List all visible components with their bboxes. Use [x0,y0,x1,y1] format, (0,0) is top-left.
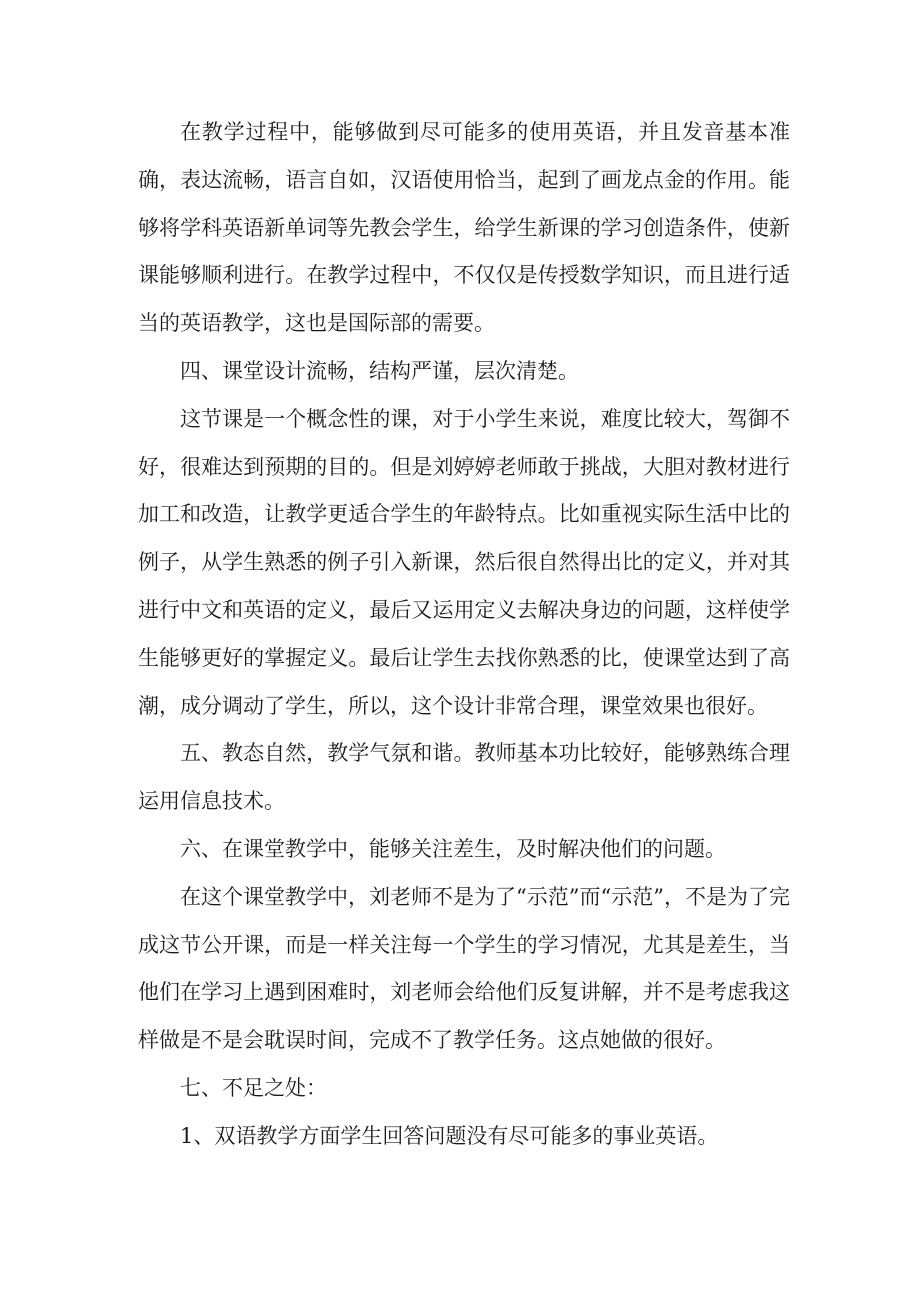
paragraph-shortcoming-one: 1、双语教学方面学生回答问题没有尽可能多的事业英语。 [180,1123,719,1148]
paragraph-class-design: 这节课是一个概念性的课，对于小学生来说，难度比较大，驾御不好，很难达到预期的目的。但是刘婷婷老师敢于挑战，大胆对教材进行加工和改造，让教学更适合学生的年龄特点。比如重视实际生活中比的例子，从学生熟悉的例子引入新课，然后很自然得出比的定义，并对其进行中文和英语的定义，最后又运用定义去解决身边的问题，这样使学生能够更好的掌握定义。最后让学生去找你熟悉的比，使课堂达到了高潮，成分调动了学生，所以，这个设计非常合理，课堂效果也很好。 [138,406,790,718]
paragraph-bilingual-teaching: 在教学过程中，能够做到尽可能多的使用英语，并且发音基本准确，表达流畅，语言自如，汉语使用恰当，起到了画龙点金的作用。能够将学科英语新单词等先教会学生，给学生新课的学习创造条件，使新课能够顺利进行。在教学过程中，不仅仅是传授数学知识，而且进行适当的英语教学，这也是国际部的需要。 [138,120,790,336]
heading-section-four: 四、课堂设计流畅，结构严谨，层次清楚。 [180,358,579,383]
paragraph-attention-to-students: 在这个课堂教学中，刘老师不是为了“示范”而“示范”，不是为了完成这节公开课，而是一样关注每一个学生的学习情况，尤其是差生，当他们在学习上遇到困难时，刘老师会给他们反复讲解，并不是考虑我这样做是不是会耽误时间，完成不了教学任务。这点她做的很好。 [138,884,790,1053]
heading-section-five: 五、教态自然，教学气氛和谐。教师基本功比较好，能够熟练合理运用信息技术。 [138,741,790,814]
heading-section-six: 六、在课堂教学中，能够关注差生，及时解决他们的问题。 [180,836,726,861]
document-body [138,109,790,1161]
heading-section-seven: 七、不足之处： [180,1075,327,1100]
